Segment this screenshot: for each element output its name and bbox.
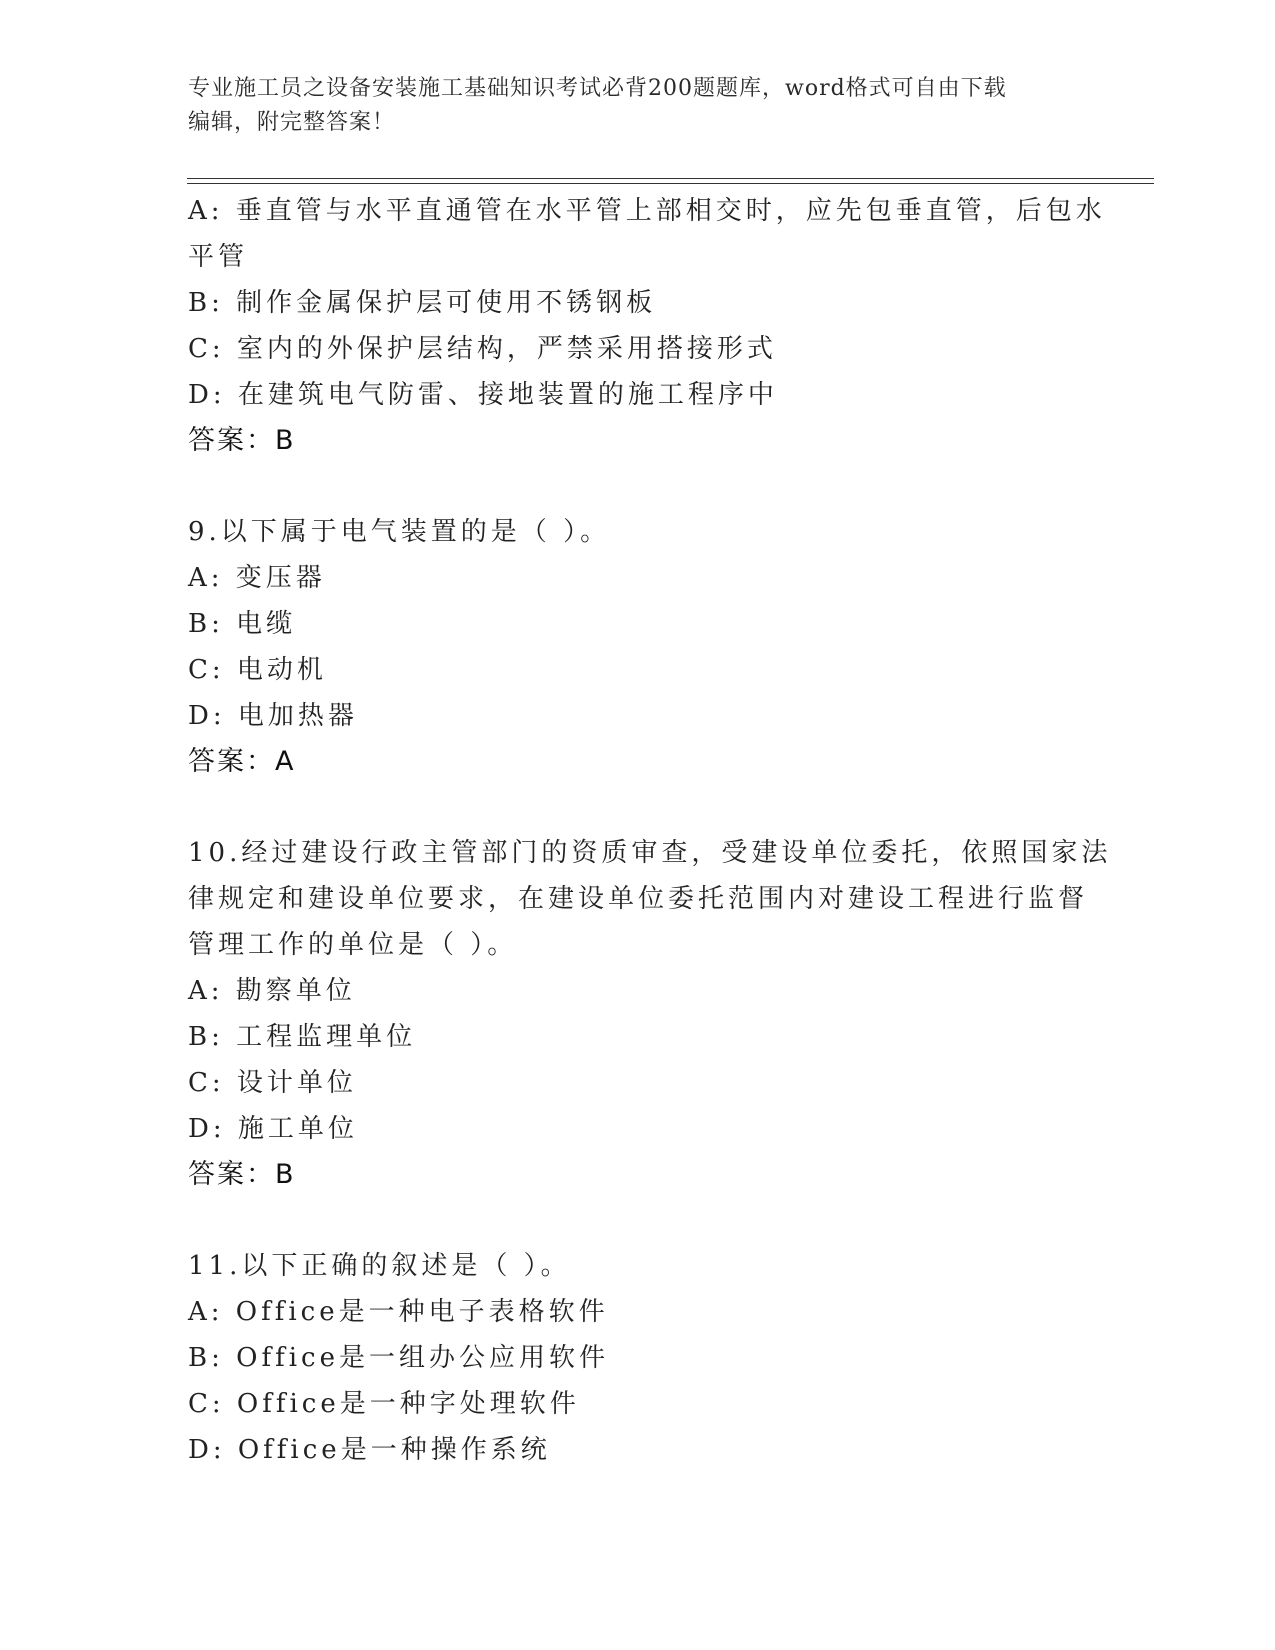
option-a: A: 变压器 (188, 563, 326, 593)
option-a: A: 垂直管与水平直通管在水平管上部相交时，应先包垂直管，后包水 (188, 196, 1106, 226)
option-d: D: 在建筑电气防雷、接地装置的施工程序中 (188, 380, 778, 410)
question-text-continued: 律规定和建设单位要求，在建设单位委托范围内对建设工程进行监督 (188, 884, 1089, 914)
option-c: C: 室内的外保护层结构，严禁采用搭接形式 (188, 334, 777, 364)
option-b: B: Office是一组办公应用软件 (188, 1343, 609, 1373)
option-a: A: Office是一种电子表格软件 (188, 1297, 609, 1327)
option-c: C: Office是一种字处理软件 (188, 1389, 580, 1419)
option-d: D: Office是一种操作系统 (188, 1435, 551, 1465)
option-c: C: 电动机 (188, 655, 327, 685)
question-11 (188, 1243, 1088, 1473)
spacer (188, 1198, 1088, 1243)
question-8-continued (188, 188, 1106, 464)
answer-line: 答案：B (188, 1159, 296, 1190)
question-text-continued: 管理工作的单位是（ ）。 (188, 930, 518, 960)
document-header (188, 72, 1068, 140)
option-d: D: 电加热器 (188, 701, 358, 731)
spacer (188, 785, 1088, 830)
question-text: 11.以下正确的叙述是（ ）。 (188, 1251, 571, 1281)
option-a-continued: 平管 (188, 242, 249, 272)
spacer (188, 464, 1088, 509)
option-b: B: 工程监理单位 (188, 1022, 417, 1052)
question-text: 9.以下属于电气装置的是（ ）。 (188, 517, 611, 547)
header-divider-top (187, 178, 1154, 179)
option-b: B: 制作金属保护层可使用不锈钢板 (188, 288, 657, 318)
option-c: C: 设计单位 (188, 1068, 357, 1098)
answer-line: 答案：B (188, 425, 296, 456)
answer-line: 答案：A (188, 746, 296, 777)
question-list (188, 188, 1112, 1473)
option-a: A: 勘察单位 (188, 976, 356, 1006)
question-9 (188, 509, 1088, 785)
question-text: 10.经过建设行政主管部门的资质审查，受建设单位委托，依照国家法 (188, 838, 1112, 868)
header-divider-bottom (187, 183, 1154, 184)
question-10 (188, 830, 1112, 1198)
option-b: B: 电缆 (188, 609, 297, 639)
header-title-line1: 专业施工员之设备安装施工基础知识考试必背200题题库，word格式可自由下载 (188, 76, 1007, 101)
header-title-line2: 编辑，附完整答案！ (188, 110, 396, 135)
option-d: D: 施工单位 (188, 1114, 358, 1144)
